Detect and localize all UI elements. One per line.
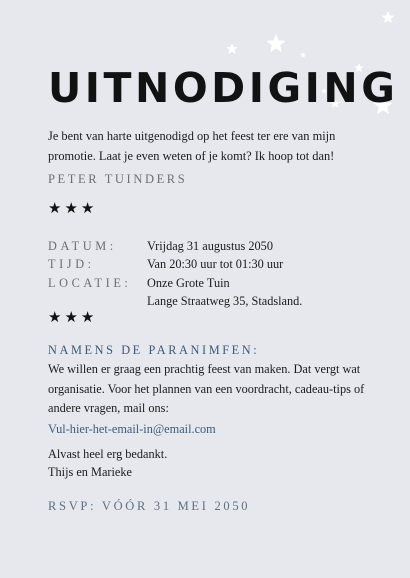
detail-label-date: DATUM: xyxy=(48,239,117,253)
intro-text: Je bent van harte uitgenodigd op het feest ter ere van mijn promotie. Laat je even weten of je komt? Ik hoop tot dan! xyxy=(48,129,336,163)
detail-value-location: Onze Grote Tuin xyxy=(147,275,230,290)
contact-email[interactable]: Vul-hier-het-email-in@email.com xyxy=(48,422,216,436)
closing xyxy=(48,446,167,481)
host-name: PETER TUINDERS xyxy=(48,172,188,186)
detail-value-address: Lange Straatweg 35, Stadsland. xyxy=(147,293,303,308)
detail-value-date: Vrijdag 31 augustus 2050 xyxy=(147,239,273,253)
rsvp-deadline: RSVP: VÓÓR 31 MEI 2050 xyxy=(48,499,251,513)
detail-label-time: TIJD: xyxy=(48,257,95,272)
stars-divider-top: ★★★ xyxy=(48,201,98,217)
thanks-line: Alvast heel erg bedankt. xyxy=(48,447,168,461)
invitation-title: UITNODIGING xyxy=(48,64,399,112)
star-icon xyxy=(226,43,237,54)
star-icon xyxy=(267,34,286,52)
detail-value-time: Van 20:30 uur tot 01:30 uur xyxy=(147,257,284,272)
signature: Thijs en Marieke xyxy=(48,464,133,479)
star-icon xyxy=(382,11,395,23)
star-icon xyxy=(300,52,306,58)
detail-label-location: LOCATIE: xyxy=(48,275,132,290)
paranimfen-heading: NAMENS DE PARANIMFEN: xyxy=(48,343,260,357)
stars-divider-bottom: ★★★ xyxy=(48,310,98,326)
paranimfen-text: We willen er graag een prachtig feest van maken. Dat vergt wat organisatie. Voor het plannen van een voordracht, cadeau-tips of andere vragen, mail ons: xyxy=(48,362,365,415)
